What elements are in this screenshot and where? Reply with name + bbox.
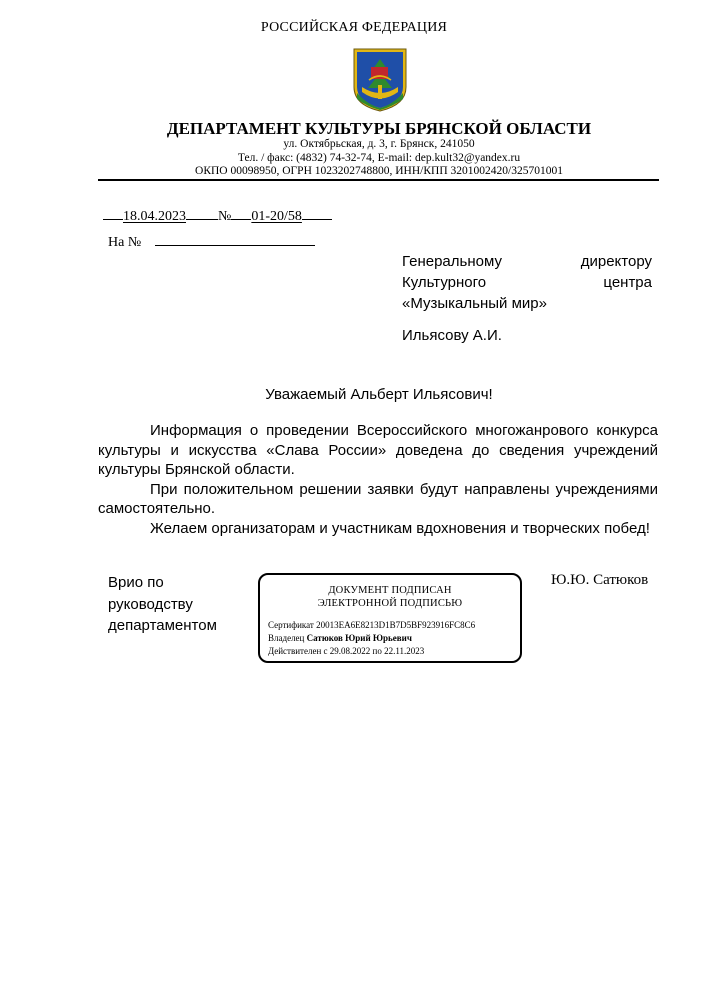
addressee-line-2-right: центра: [603, 274, 652, 291]
certificate-value: 20013EA6E8213D1B7D5BF923916FC8C6: [316, 620, 476, 630]
number-underline-lead: [231, 205, 251, 220]
addressee-line-2-left: Культурного: [402, 274, 487, 291]
addressee-block: [402, 251, 652, 314]
stamp-heading-2: ЭЛЕКТРОННОЙ ПОДПИСЬЮ: [317, 598, 463, 609]
letter-body: [98, 421, 658, 538]
addressee-line-2: [402, 272, 652, 293]
certificate-label: Сертификат: [268, 620, 314, 630]
department-contacts: Тел. / факс: (4832) 74-32-74, E-mail: dep.kult32@yandex.ru: [237, 152, 521, 164]
greeting: Уважаемый Альберт Ильясович!: [265, 386, 493, 403]
signatory-title: [108, 572, 217, 637]
body-paragraph-1: Информация о проведении Всероссийского многожанрового конкурса культуры и искусства «Слава России» доведена до сведения учреждений культуры Брянской области.: [98, 422, 658, 478]
validity-to-label: по: [372, 646, 382, 656]
stamp-owner-row: [268, 633, 412, 643]
bryansk-coat-of-arms-emblem: [352, 47, 408, 113]
signatory-title-line-3: департаментом: [108, 617, 217, 634]
number-underline-tail: [302, 205, 332, 220]
country-title: РОССИЙСКАЯ ФЕДЕРАЦИЯ: [260, 20, 448, 35]
reference-label: На №: [108, 235, 142, 250]
addressee-line-1-left: Генеральному: [402, 253, 502, 270]
document-date: 18.04.2023: [123, 209, 186, 224]
signatory-title-line-2: руководству: [108, 595, 193, 613]
owner-value: Сатюков Юрий Юрьевич: [306, 633, 412, 643]
addressee-line-1: [402, 251, 652, 272]
department-address: ул. Октябрьская, д. 3, г. Брянск, 241050: [283, 138, 475, 150]
addressee-line-1-right: директору: [580, 253, 652, 270]
number-label: №: [218, 209, 232, 224]
validity-to: 22.11.2023: [384, 646, 425, 656]
owner-label: Владелец: [268, 633, 305, 643]
stamp-heading-1: ДОКУМЕНТ ПОДПИСАН: [328, 585, 452, 596]
validity-from: 29.08.2022: [329, 646, 371, 656]
addressee-line-3: «Музыкальный мир»: [402, 295, 547, 312]
date-underline-lead: [103, 205, 123, 220]
department-registry-codes: ОКПО 00098950, ОГРН 1023202748800, ИНН/КПП 3201002420/325701001: [195, 165, 563, 177]
body-paragraph-3: Желаем организаторам и участникам вдохновения и творческих побед!: [150, 519, 650, 537]
stamp-certificate-row: [268, 620, 475, 630]
date-underline-tail: [186, 205, 218, 220]
reference-blank: [155, 233, 315, 246]
reference-line: [108, 233, 315, 251]
registration-line: [103, 205, 332, 225]
header-divider: [98, 179, 659, 181]
document-number: 01-20/58: [251, 209, 302, 224]
electronic-signature-stamp: [258, 573, 522, 663]
signatory-name: Ю.Ю. Сатюков: [551, 572, 649, 588]
signatory-title-line-1: Врио по: [108, 574, 164, 591]
stamp-validity-row: [268, 646, 424, 656]
validity-label: Действителен с: [268, 646, 328, 656]
body-paragraph-2: При положительном решении заявки будут направлены учреждениями самостоятельно.: [98, 480, 658, 517]
department-name: ДЕПАРТАМЕНТ КУЛЬТУРЫ БРЯНСКОЙ ОБЛАСТИ: [166, 119, 592, 138]
addressee-name: Ильясову А.И.: [402, 327, 502, 344]
